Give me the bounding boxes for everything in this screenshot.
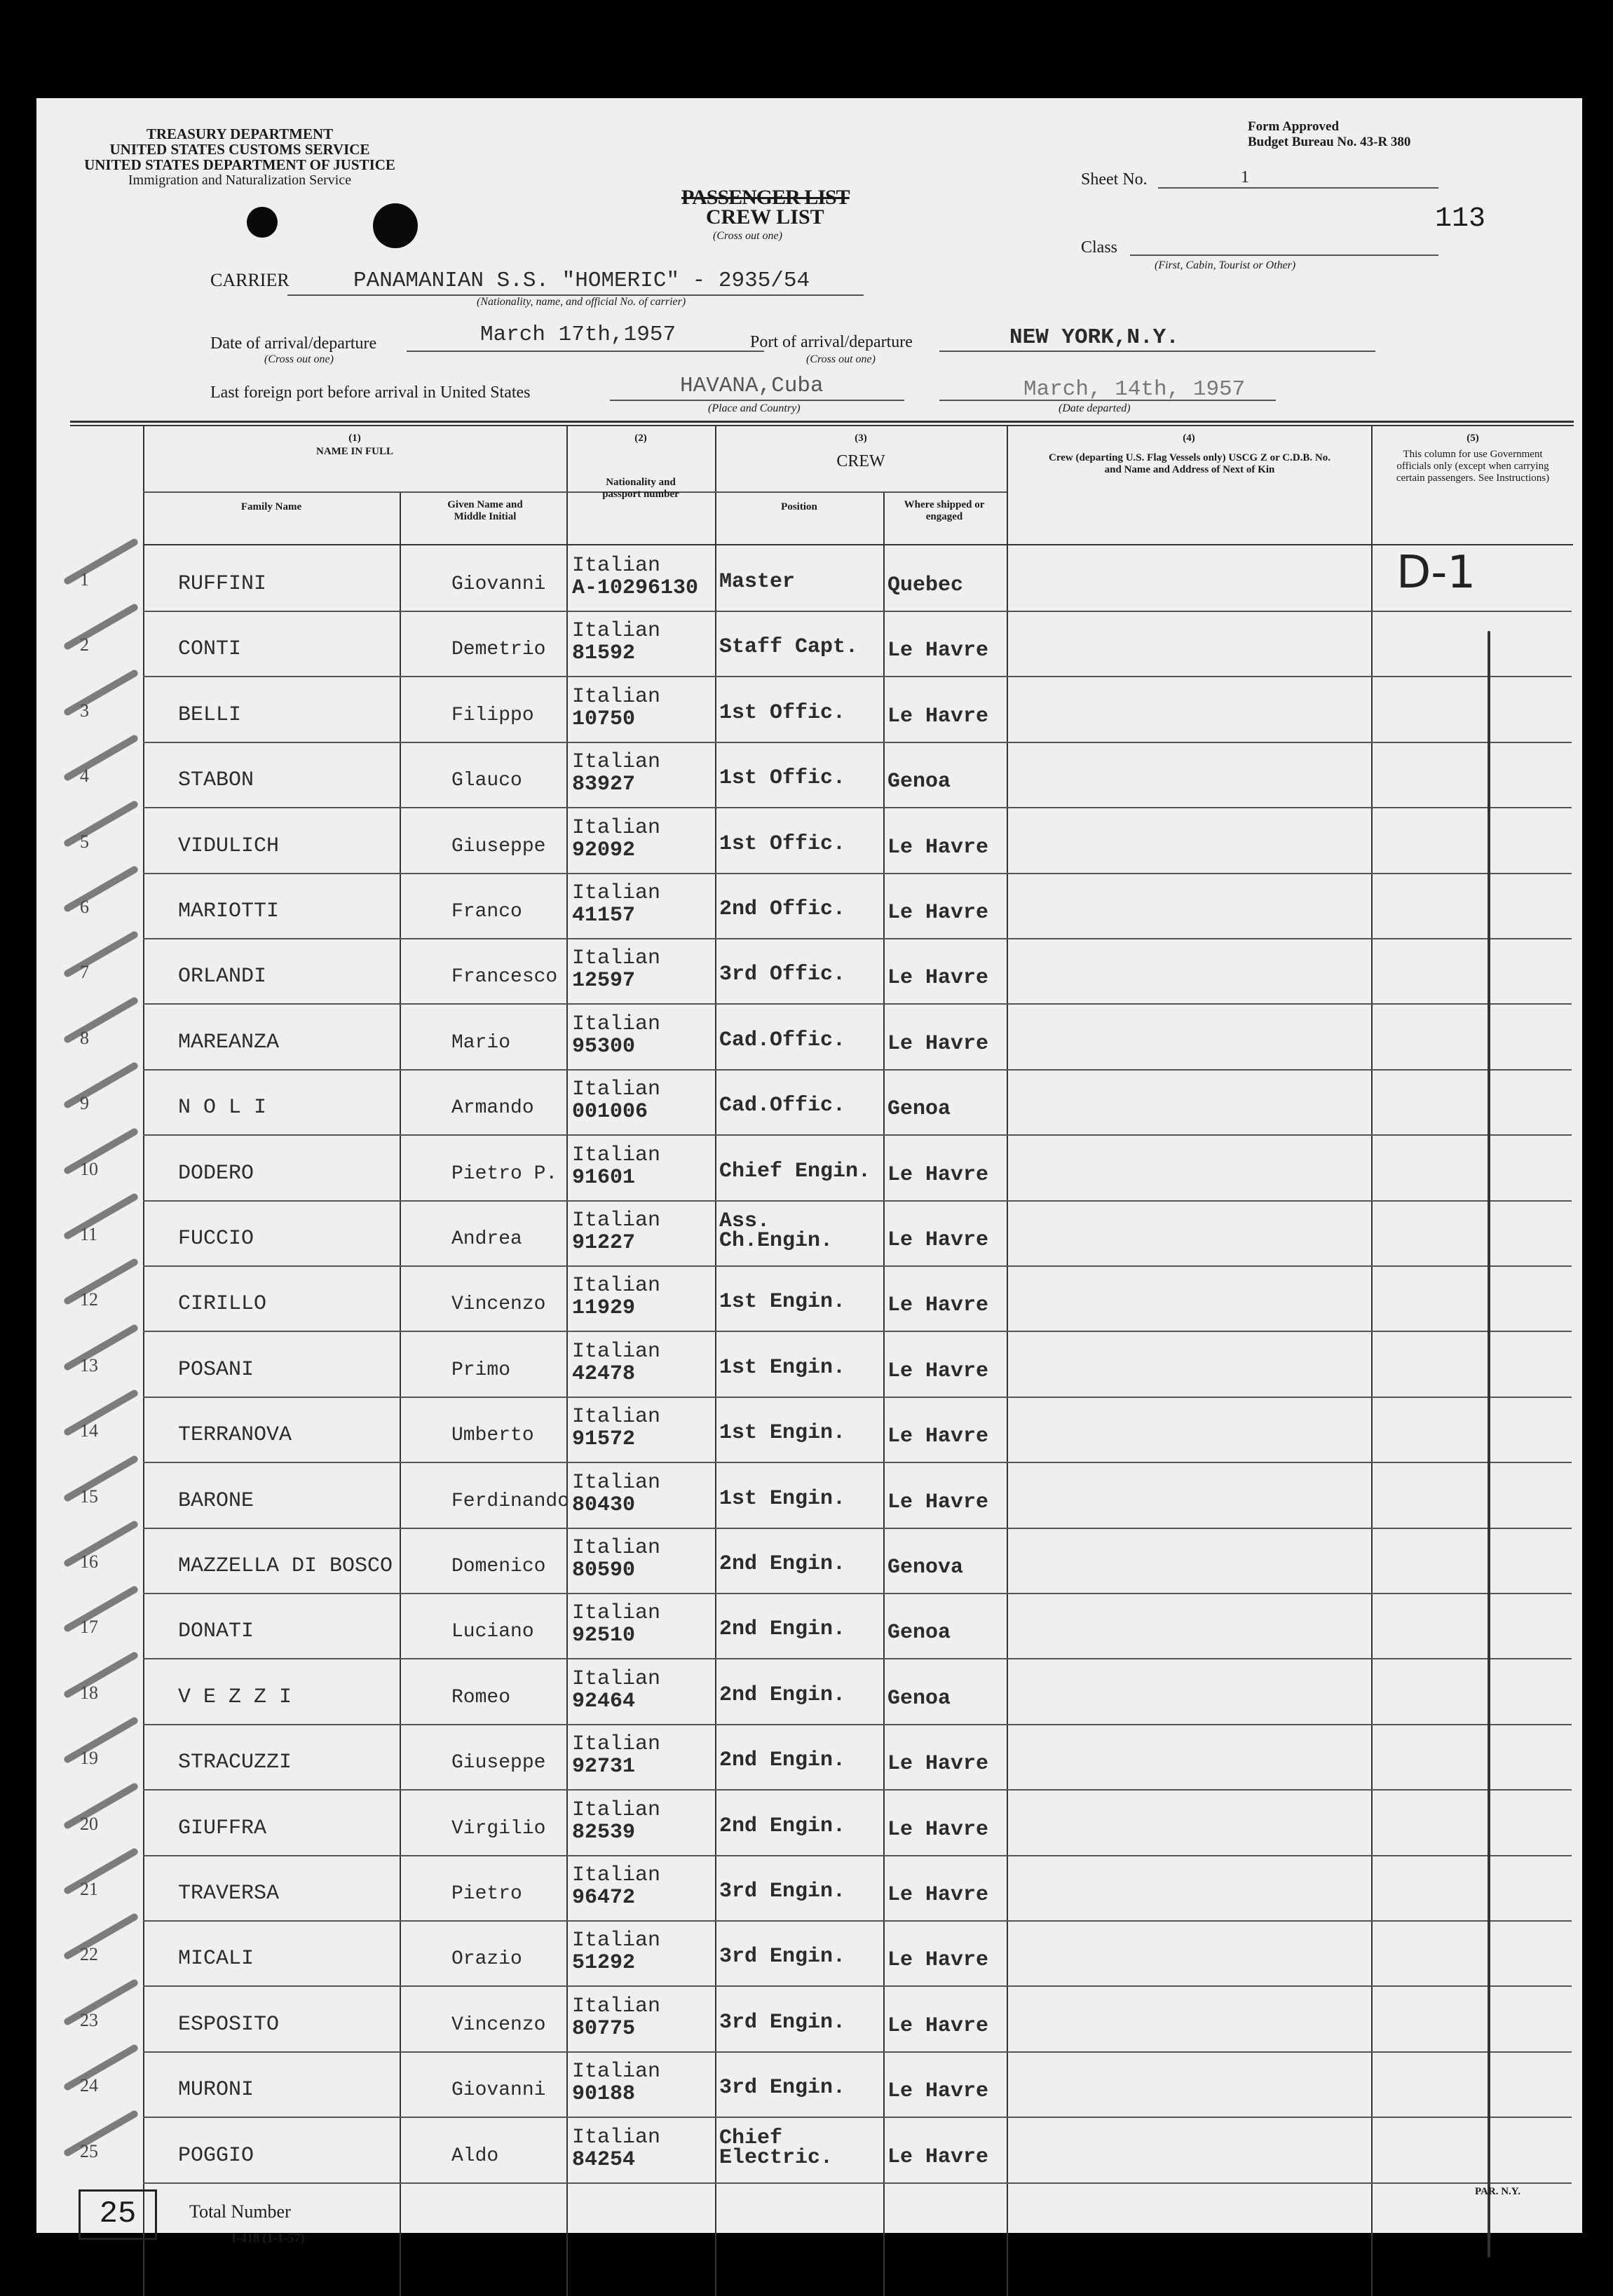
- where-shipped-header: Where shipped or engaged: [904, 499, 985, 522]
- passport-number: 80430: [572, 1493, 636, 1517]
- where-shipped: Genova: [887, 1556, 964, 1580]
- table-row: [80, 1724, 1572, 1791]
- row-number: 19: [80, 1748, 98, 1769]
- col1-title: NAME IN FULL: [315, 446, 393, 457]
- row-number: 22: [80, 1944, 98, 1965]
- table-row: [80, 1135, 1572, 1202]
- table-top-rule: [70, 421, 1574, 423]
- row-number: 18: [80, 1682, 98, 1703]
- nationality: Italian: [572, 1274, 661, 1298]
- row-number: 4: [80, 766, 89, 787]
- crew-position: Chief Engin.: [719, 1159, 871, 1183]
- nationality: Italian: [572, 619, 661, 644]
- crew-position: 1st Engin.: [719, 1290, 846, 1315]
- where-shipped: Le Havre: [887, 901, 989, 925]
- given-name: Andrea: [451, 1228, 522, 1250]
- given-name: Filippo: [451, 704, 534, 726]
- nationality: Italian: [572, 1405, 661, 1429]
- check-stroke: [63, 1716, 139, 1765]
- table-row: [80, 1069, 1572, 1136]
- arrival-cross-note: (Cross out one): [264, 353, 334, 365]
- dept-line-1: TREASURY DEPARTMENT: [146, 125, 334, 142]
- passport-number: 92092: [572, 838, 636, 862]
- where-shipped: Le Havre: [887, 1359, 989, 1383]
- row-number: 15: [80, 1486, 98, 1507]
- table-row: [80, 1331, 1572, 1398]
- next-of-kin-header: Crew (departing U.S. Flag Vessels only) USCG Z or C.D.B. No. and Name and Address of Next of Kin: [1049, 452, 1330, 475]
- crew-position: 3rd Engin.: [719, 1880, 846, 1903]
- nationality: Italian: [572, 1929, 661, 1953]
- given-name: Armando: [451, 1097, 534, 1120]
- family-name: DONATI: [178, 1619, 254, 1644]
- table-row: [80, 1593, 1572, 1659]
- check-stroke: [63, 865, 139, 913]
- family-name: FUCCIO: [178, 1227, 254, 1251]
- place-note: (Place and Country): [708, 402, 801, 414]
- given-name: Romeo: [451, 1686, 511, 1709]
- nationality: Italian: [572, 946, 661, 971]
- given-name: Orazio: [451, 1948, 522, 1971]
- table-row: [80, 1462, 1572, 1529]
- nationality: Italian: [572, 1536, 661, 1560]
- family-name: STABON: [178, 768, 254, 793]
- passport-number: 42478: [572, 1361, 636, 1386]
- given-name: Demetrio: [451, 639, 546, 661]
- page-number: 113: [1435, 203, 1486, 235]
- nationality: Italian: [572, 1601, 661, 1626]
- last-port-label: Last foreign port before arrival in United States: [210, 383, 531, 402]
- printer-mark: PAR. N.Y.: [1475, 2186, 1521, 2197]
- given-name: Pietro P.: [451, 1162, 558, 1185]
- nationality: Italian: [572, 1994, 661, 2018]
- nationality: Italian: [572, 1732, 661, 1757]
- crew-position: Cad.Offic.: [719, 1028, 846, 1052]
- nationality: Italian: [572, 1470, 661, 1495]
- nationality: Italian: [572, 1798, 661, 1822]
- row-number: 20: [80, 1813, 98, 1834]
- dept-line-2: UNITED STATES CUSTOMS SERVICE: [109, 141, 370, 158]
- crew-list-form: [36, 98, 1582, 2245]
- form-approved: Form Approved: [1248, 119, 1340, 134]
- sheet-label: Sheet No.: [1081, 170, 1148, 189]
- given-name: Primo: [451, 1359, 511, 1381]
- passport-number: 83927: [572, 773, 636, 797]
- nationality: Italian: [572, 1078, 661, 1102]
- check-stroke: [63, 930, 139, 979]
- passport-number: 84254: [572, 2147, 636, 2172]
- given-name: Giovanni: [451, 2079, 546, 2102]
- given-name: Aldo: [451, 2145, 499, 2167]
- passport-number: 82539: [572, 1820, 636, 1845]
- passport-number: 92464: [572, 1689, 636, 1713]
- where-shipped: Le Havre: [887, 2013, 989, 2038]
- crew-header: CREW: [836, 452, 885, 470]
- nationality: Italian: [572, 815, 661, 840]
- given-name: Franco: [451, 901, 522, 923]
- table-row: [80, 873, 1572, 939]
- port-cross-note: (Cross out one): [806, 353, 876, 365]
- row-number: 24: [80, 2075, 98, 2096]
- nationality-header: Nationality and passport number: [602, 477, 679, 500]
- where-shipped: Le Havre: [887, 1031, 989, 1056]
- where-shipped: Le Havre: [887, 1162, 989, 1187]
- family-name: MICALI: [178, 1947, 254, 1971]
- family-name: VIDULICH: [178, 834, 280, 858]
- given-name: Glauco: [451, 770, 522, 792]
- nationality: Italian: [572, 1863, 661, 1887]
- check-stroke: [63, 1585, 139, 1633]
- family-name: MARIOTTI: [178, 899, 280, 923]
- family-name: ORLANDI: [178, 965, 267, 989]
- table-row: [80, 1265, 1572, 1332]
- given-name: Ferdinando: [451, 1490, 570, 1512]
- crew-position: 1st Engin.: [719, 1355, 846, 1380]
- passport-number: 92731: [572, 1755, 636, 1779]
- crew-position: Staff Capt.: [719, 635, 859, 660]
- nationality: Italian: [572, 1209, 661, 1232]
- punch-hole-left: [247, 207, 278, 238]
- row-number: 17: [80, 1617, 98, 1638]
- table-row: [80, 677, 1572, 743]
- nationality: Italian: [572, 1666, 661, 1691]
- given-name: Giuseppe: [451, 1752, 546, 1774]
- check-stroke: [63, 996, 139, 1044]
- given-name: Domenico: [451, 1556, 546, 1577]
- passport-number: 51292: [572, 1951, 636, 1976]
- given-name: Vincenzo: [451, 1293, 546, 1316]
- check-stroke: [63, 1127, 139, 1175]
- family-name: V E Z Z I: [178, 1685, 292, 1709]
- passenger-list-title-struck: PASSENGER LIST: [681, 186, 850, 209]
- passport-number: 80775: [572, 2016, 636, 2041]
- passport-number: 91572: [572, 1427, 636, 1452]
- where-shipped: Le Havre: [887, 1425, 989, 1449]
- crew-position: 3rd Engin.: [719, 2076, 846, 2100]
- where-shipped: Le Havre: [887, 704, 989, 728]
- port-value: NEW YORK,N.Y.: [1009, 325, 1179, 350]
- where-shipped: Le Havre: [887, 1817, 989, 1842]
- dept-line-3: UNITED STATES DEPARTMENT OF JUSTICE: [84, 156, 395, 173]
- official-mark: D-1: [1396, 547, 1476, 599]
- row-number: 7: [80, 962, 89, 983]
- family-name-header: Family Name: [240, 501, 302, 512]
- check-stroke: [63, 668, 139, 716]
- table-row: [80, 2051, 1572, 2118]
- row-number: 11: [80, 1224, 98, 1244]
- col3-number: (3): [855, 433, 867, 444]
- col4-number: (4): [1183, 433, 1195, 444]
- check-stroke: [63, 1258, 139, 1306]
- row-number: 8: [80, 1027, 89, 1048]
- crew-position: 3rd Engin.: [719, 1945, 846, 1969]
- table-row: [80, 2117, 1572, 2184]
- family-name: POSANI: [178, 1357, 254, 1382]
- nationality: Italian: [572, 881, 661, 905]
- table-row: [80, 1200, 1572, 1267]
- where-shipped: Le Havre: [887, 639, 989, 663]
- crew-position: 1st Offic.: [719, 766, 846, 791]
- nationality: Italian: [572, 750, 661, 775]
- family-name: STRACUZZI: [178, 1751, 292, 1775]
- family-name: TERRANOVA: [178, 1423, 292, 1448]
- where-shipped: Genoa: [887, 770, 951, 794]
- check-stroke: [63, 603, 139, 651]
- crew-position: 2nd Engin.: [719, 1552, 846, 1576]
- row-number: 25: [80, 2140, 98, 2161]
- crew-position: Master: [719, 570, 796, 594]
- family-name: BELLI: [178, 702, 242, 727]
- family-name: GIUFFRA: [178, 1816, 267, 1840]
- passport-number: 95300: [572, 1034, 636, 1059]
- given-name: Giuseppe: [451, 835, 546, 857]
- crew-list-title: CREW LIST: [706, 205, 824, 229]
- where-shipped: Le Havre: [887, 2145, 989, 2169]
- passport-number: 41157: [572, 904, 636, 928]
- where-shipped: Genoa: [887, 1686, 951, 1711]
- crew-position: Cad.Offic.: [719, 1094, 846, 1118]
- passport-number: 92510: [572, 1624, 636, 1648]
- table-row: [80, 1659, 1572, 1725]
- table-row: [80, 1397, 1572, 1463]
- passport-number: 10750: [572, 707, 636, 731]
- family-name: BARONE: [178, 1488, 254, 1513]
- check-stroke: [63, 1913, 139, 1961]
- dept-line-4: Immigration and Naturalization Service: [128, 172, 352, 188]
- row-number: 13: [80, 1354, 98, 1375]
- check-stroke: [63, 1323, 139, 1371]
- family-name: CONTI: [178, 637, 242, 662]
- passport-number: 12597: [572, 969, 636, 993]
- carrier-value: PANAMANIAN S.S. "HOMERIC" - 2935/54: [353, 269, 810, 293]
- crew-position: Ass. Ch.Engin.: [719, 1209, 833, 1253]
- crew-position: 2nd Engin.: [719, 1748, 846, 1773]
- class-note: (First, Cabin, Tourist or Other): [1155, 259, 1296, 271]
- check-stroke: [63, 1454, 139, 1502]
- arrival-date-label: Date of arrival/departure: [210, 334, 377, 353]
- sheet-number: 1: [1241, 168, 1249, 186]
- check-stroke: [63, 2044, 139, 2092]
- nationality: Italian: [572, 2060, 661, 2084]
- carrier-note: (Nationality, name, and official No. of carrier): [477, 296, 686, 308]
- family-name: TRAVERSA: [178, 1882, 280, 1906]
- passport-number: 91601: [572, 1165, 636, 1190]
- passport-number: 001006: [572, 1100, 648, 1125]
- table-row: [80, 1004, 1572, 1071]
- where-shipped: Le Havre: [887, 1752, 989, 1777]
- row-number: 14: [80, 1420, 98, 1441]
- row-number: 3: [80, 700, 89, 721]
- table-row: [80, 1986, 1572, 2053]
- check-stroke: [63, 1520, 139, 1568]
- check-stroke: [63, 1193, 139, 1241]
- class-label: Class: [1081, 238, 1118, 257]
- crew-position: 2nd Offic.: [719, 897, 846, 921]
- crew-position: 2nd Engin.: [719, 1617, 846, 1642]
- carrier-label: CARRIER: [210, 270, 290, 290]
- family-name: MAZZELLA DI BOSCO: [178, 1554, 393, 1578]
- where-shipped: Le Havre: [887, 835, 989, 860]
- where-shipped: Le Havre: [887, 966, 989, 991]
- check-stroke: [63, 538, 139, 586]
- row-number: 2: [80, 634, 89, 655]
- col1-number: (1): [348, 433, 361, 444]
- table-row: [80, 545, 1572, 612]
- total-number-label: Total Number: [189, 2201, 291, 2222]
- given-name: Umberto: [451, 1425, 534, 1447]
- table-row: [80, 611, 1572, 677]
- passport-number: 81592: [572, 641, 636, 666]
- where-shipped: Le Havre: [887, 1293, 989, 1318]
- family-name: ESPOSITO: [178, 2012, 280, 2037]
- where-shipped: Le Havre: [887, 1228, 989, 1252]
- nationality: Italian: [572, 554, 661, 578]
- given-name: Giovanni: [451, 573, 546, 595]
- crew-position: 1st Engin.: [719, 1486, 846, 1511]
- crew-position: 2nd Engin.: [719, 1683, 846, 1707]
- given-name: Pietro: [451, 1883, 522, 1905]
- nationality: Italian: [572, 684, 661, 709]
- passport-number: 90188: [572, 2082, 636, 2107]
- passport-number: 96472: [572, 1886, 636, 1910]
- row-number: 1: [80, 569, 89, 590]
- check-stroke: [63, 1781, 139, 1830]
- nationality: Italian: [572, 1143, 661, 1167]
- official-vertical-line: [1488, 631, 1490, 2257]
- row-number: 21: [80, 1879, 98, 1899]
- passport-number: 11929: [572, 1296, 636, 1321]
- given-name: Virgilio: [451, 1817, 546, 1840]
- check-stroke: [63, 2109, 139, 2157]
- table-row: [80, 938, 1572, 1005]
- col2-number: (2): [634, 433, 647, 444]
- family-name: MURONI: [178, 2078, 254, 2103]
- arrival-date-value: March 17th,1957: [480, 322, 676, 347]
- passport-number: A-10296130: [572, 576, 699, 600]
- last-port-value: HAVANA,Cuba: [680, 374, 824, 398]
- check-stroke: [63, 1061, 139, 1110]
- where-shipped: Genoa: [887, 1097, 951, 1122]
- row-number: 16: [80, 1551, 98, 1572]
- passport-number: 80590: [572, 1558, 636, 1582]
- table-row: [80, 1790, 1572, 1856]
- given-name: Mario: [451, 1031, 511, 1054]
- punch-hole-right: [373, 203, 418, 248]
- crew-position: 3rd Engin.: [719, 2010, 846, 2035]
- row-number: 6: [80, 897, 89, 917]
- date-departed-note: (Date departed): [1059, 402, 1131, 414]
- where-shipped: Le Havre: [887, 1490, 989, 1514]
- row-number: 23: [80, 2009, 98, 2030]
- crew-position: 1st Engin.: [719, 1421, 846, 1446]
- family-name: DODERO: [178, 1161, 254, 1186]
- family-name: N O L I: [178, 1096, 267, 1120]
- total-number-box: 25: [79, 2189, 157, 2240]
- row-number: 5: [80, 831, 89, 852]
- cross-out-note: (Cross out one): [713, 230, 782, 242]
- nationality: Italian: [572, 1339, 661, 1364]
- where-shipped: Quebec: [887, 573, 964, 597]
- table-row: [80, 1855, 1572, 1922]
- check-stroke: [63, 734, 139, 782]
- official-use-header: This column for use Government officials only (except when carrying certain passengers. See Instructions): [1396, 449, 1550, 484]
- date-departed-value: March, 14th, 1957: [1023, 377, 1246, 402]
- table-row: [80, 742, 1572, 808]
- port-label: Port of arrival/departure: [750, 333, 913, 351]
- table-row: [80, 1528, 1572, 1594]
- crew-position: 1st Offic.: [719, 831, 846, 856]
- row-number: 9: [80, 1093, 89, 1114]
- crew-position: 3rd Offic.: [719, 963, 846, 987]
- family-name: CIRILLO: [178, 1292, 267, 1317]
- nationality: Italian: [572, 2125, 661, 2149]
- family-name: RUFFINI: [178, 572, 267, 596]
- table-row: [80, 1920, 1572, 1987]
- family-name: POGGIO: [178, 2143, 254, 2168]
- row-number: 12: [80, 1289, 98, 1310]
- nationality: Italian: [572, 1012, 661, 1036]
- form-number: I-418 (1-1-57): [231, 2231, 305, 2245]
- position-header: Position: [781, 501, 817, 512]
- family-name: MAREANZA: [178, 1030, 280, 1054]
- passport-number: 91227: [572, 1231, 636, 1255]
- check-stroke: [63, 1978, 139, 2026]
- given-name-header: Given Name and Middle Initial: [447, 499, 523, 522]
- given-name: Francesco: [451, 966, 558, 989]
- crew-position: 1st Offic.: [719, 700, 846, 725]
- row-number: 10: [80, 1158, 98, 1179]
- table-row: [80, 808, 1572, 874]
- check-stroke: [63, 1650, 139, 1699]
- where-shipped: Le Havre: [887, 2079, 989, 2104]
- budget-bureau: Budget Bureau No. 43-R 380: [1248, 135, 1411, 149]
- where-shipped: Genoa: [887, 1621, 951, 1645]
- crew-position: Chief Electric.: [719, 2126, 833, 2170]
- where-shipped: Le Havre: [887, 1948, 989, 1973]
- check-stroke: [63, 1389, 139, 1437]
- given-name: Luciano: [451, 1621, 534, 1643]
- crew-position: 2nd Engin.: [719, 1814, 846, 1838]
- given-name: Vincenzo: [451, 2013, 546, 2036]
- col5-number: (5): [1466, 433, 1479, 444]
- where-shipped: Le Havre: [887, 1883, 989, 1907]
- check-stroke: [63, 799, 139, 848]
- check-stroke: [63, 1847, 139, 1896]
